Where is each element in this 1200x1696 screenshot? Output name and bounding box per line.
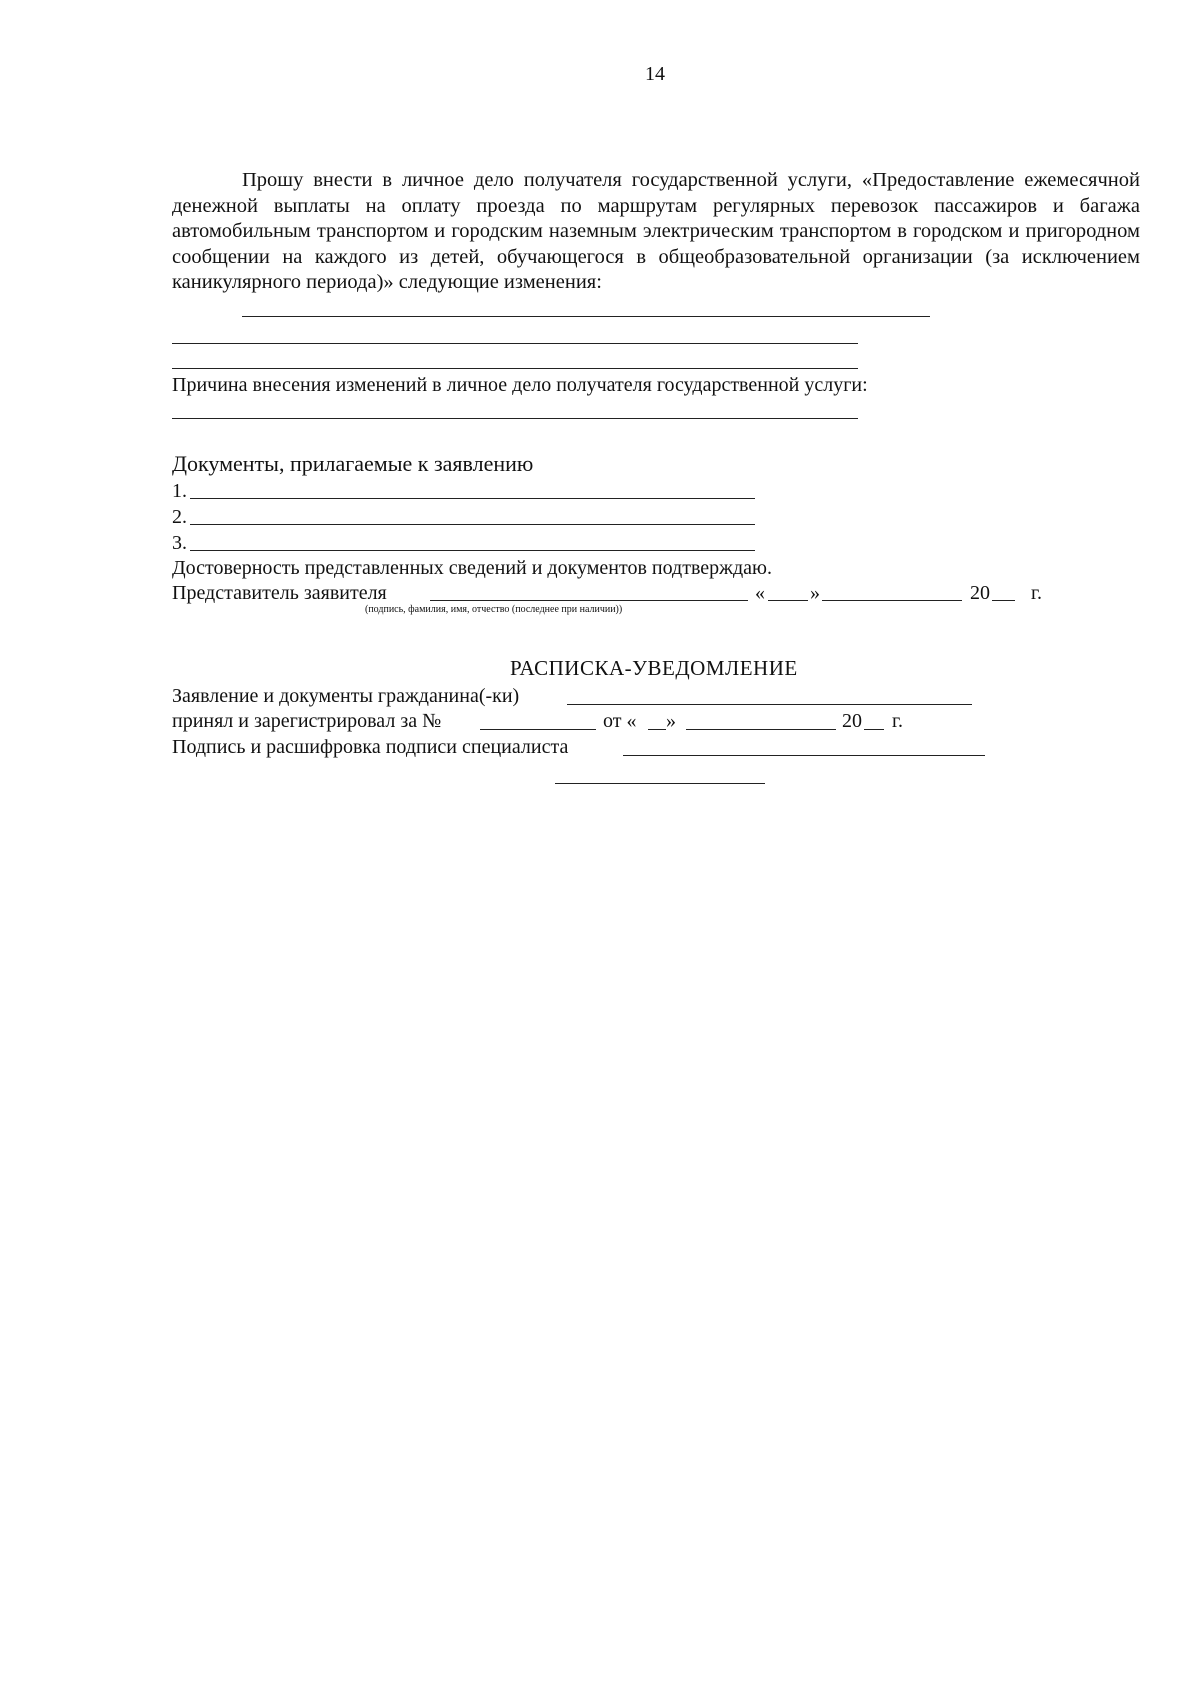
- confirmation-text: Достоверность представленных сведений и документов подтверждаю.: [172, 557, 772, 579]
- receipt-month-line[interactable]: [686, 729, 836, 730]
- page-number: 14: [645, 63, 665, 85]
- receipt-line2-label: принял и зарегистрировал за №: [172, 710, 442, 732]
- document-item-line-2[interactable]: [190, 524, 755, 525]
- document-item-number-2: 2.: [172, 506, 187, 528]
- receipt-from-label: от «: [603, 710, 637, 732]
- document-item-line-3[interactable]: [190, 550, 755, 551]
- representative-date-open-quote: «: [755, 582, 765, 604]
- representative-year-line[interactable]: [992, 600, 1015, 601]
- changes-line-3[interactable]: [172, 368, 858, 369]
- closing-divider: [555, 783, 765, 784]
- receipt-year-prefix: 20: [842, 710, 862, 732]
- document-item-number-3: 3.: [172, 532, 187, 554]
- receipt-registration-number-line[interactable]: [480, 729, 596, 730]
- reason-line[interactable]: [172, 418, 858, 419]
- receipt-year-line[interactable]: [864, 729, 884, 730]
- receipt-line3-label: Подпись и расшифровка подписи специалиста: [172, 736, 569, 758]
- receipt-day-line[interactable]: [648, 729, 666, 730]
- receipt-specialist-signature-line[interactable]: [623, 755, 985, 756]
- representative-year-suffix: г.: [1031, 582, 1042, 604]
- receipt-applicant-name-line[interactable]: [567, 704, 972, 705]
- representative-label: Представитель заявителя: [172, 582, 387, 604]
- representative-date-close-quote: »: [810, 582, 820, 604]
- receipt-year-suffix: г.: [892, 710, 903, 732]
- changes-line-2[interactable]: [172, 343, 858, 344]
- representative-signature-line[interactable]: [430, 600, 748, 601]
- reason-label: Причина внесения изменений в личное дело получателя государственной услуги:: [172, 374, 868, 396]
- receipt-date-close-quote: »: [666, 710, 676, 732]
- documents-heading: Документы, прилагаемые к заявлению: [172, 451, 534, 476]
- representative-month-line[interactable]: [822, 600, 962, 601]
- receipt-line1-label: Заявление и документы гражданина(-ки): [172, 685, 520, 707]
- request-paragraph: Прошу внести в личное дело получателя государственной услуги, «Предоставление ежемесячной денежной выплаты на оплату проезда по маршрутам регулярных перевозок пассажиров и багажа автомобильным транспортом и городским наземным электрическим транспортом в городском и пригородном сообщении на каждого из детей, обучающегося в общеобразовательной организации (за исключением каникулярного периода)» следующие изменения:: [172, 169, 1140, 293]
- representative-year-prefix: 20: [970, 582, 990, 604]
- changes-line-1[interactable]: [242, 316, 930, 317]
- document-item-line-1[interactable]: [190, 498, 755, 499]
- document-item-number-1: 1.: [172, 480, 187, 502]
- representative-day-line[interactable]: [768, 600, 808, 601]
- receipt-title: РАСПИСКА-УВЕДОМЛЕНИЕ: [510, 656, 798, 680]
- signature-hint: (подпись, фамилия, имя, отчество (последнее при наличии)): [365, 604, 623, 615]
